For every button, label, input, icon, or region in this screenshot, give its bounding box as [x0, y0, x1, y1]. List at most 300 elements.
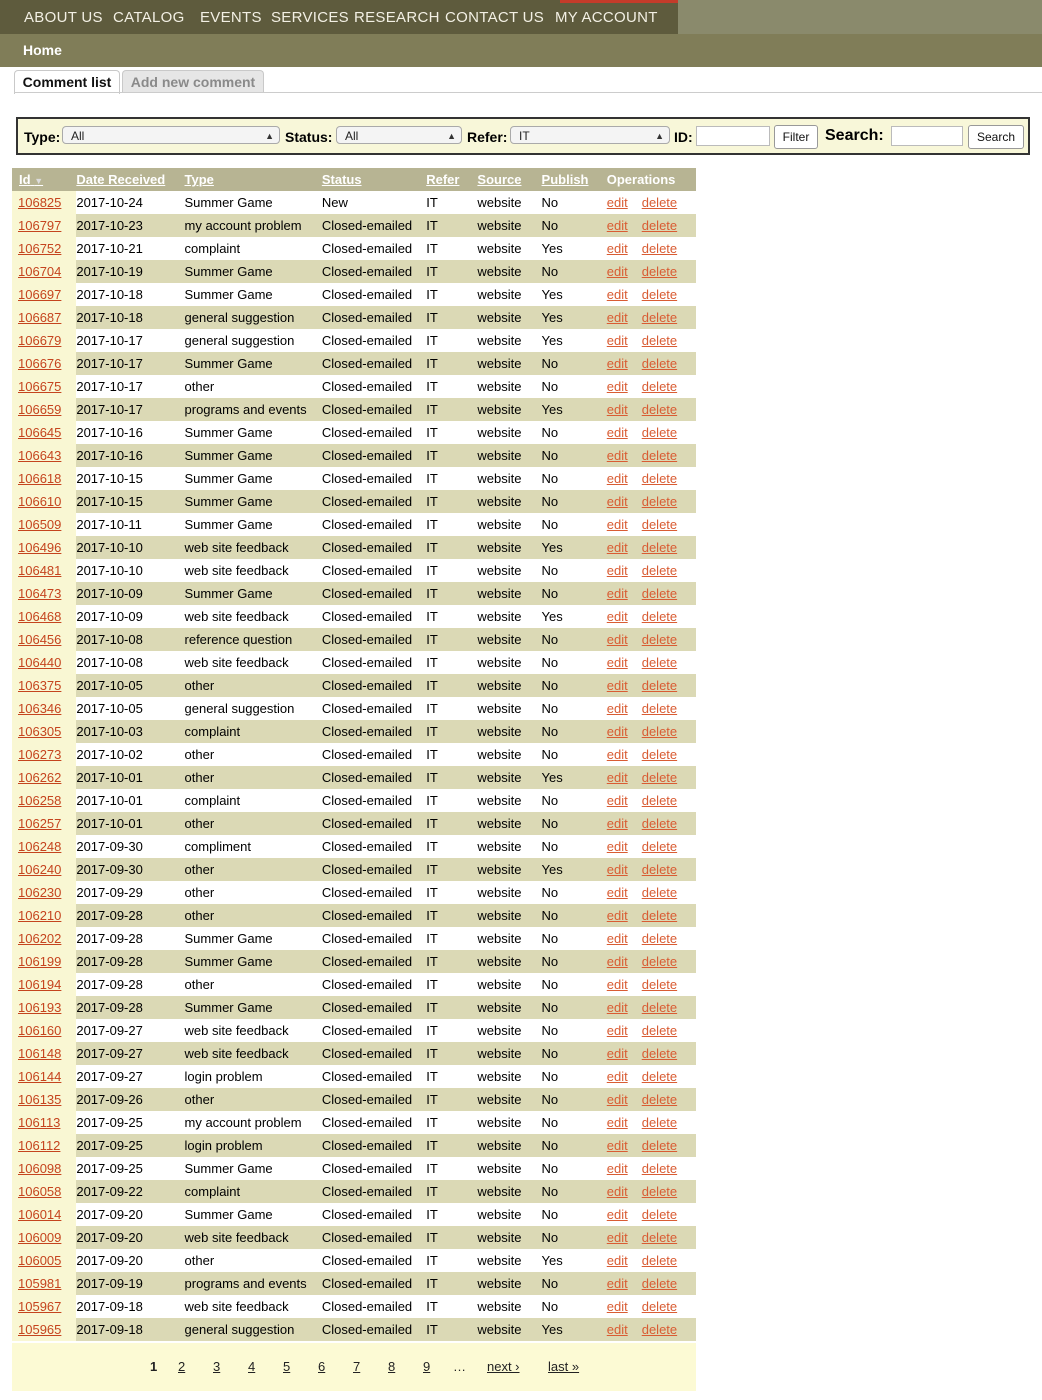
comment-id-link[interactable]: 106144: [18, 1069, 62, 1084]
cell-refer: IT: [426, 1019, 477, 1042]
cell-type: my account problem: [185, 1111, 322, 1134]
delete-link[interactable]: delete: [641, 402, 678, 417]
table-row: [12, 1019, 696, 1042]
comment-id-link[interactable]: 106305: [18, 724, 62, 739]
comment-id-link[interactable]: 106375: [18, 678, 62, 693]
search-label: Search:: [825, 127, 884, 144]
table-header-row: [12, 168, 696, 191]
comment-id-link[interactable]: 106496: [18, 540, 62, 555]
edit-link[interactable]: edit: [606, 448, 628, 463]
column-header-label: Id: [19, 172, 31, 187]
cell-publish: No: [542, 214, 607, 237]
cell-type: general suggestion: [185, 1318, 322, 1341]
edit-link[interactable]: edit: [606, 724, 628, 739]
comment-id-link[interactable]: 106440: [18, 655, 62, 670]
comment-id-link[interactable]: 106058: [18, 1184, 62, 1199]
cell-id: [12, 329, 76, 352]
type-select[interactable]: [62, 126, 280, 144]
edit-link[interactable]: edit: [606, 954, 628, 969]
comment-id-link[interactable]: 106257: [18, 816, 62, 831]
cell-publish: No: [542, 352, 607, 375]
cell-operations: [607, 352, 696, 375]
table-row: [12, 628, 696, 651]
comment-id-link[interactable]: 106240: [18, 862, 62, 877]
cell-date: 2017-10-24: [76, 191, 184, 214]
delete-link[interactable]: delete: [641, 655, 678, 670]
cell-publish: No: [542, 904, 607, 927]
cell-status: New: [322, 191, 426, 214]
cell-status: Closed-emailed: [322, 582, 426, 605]
comment-id-link[interactable]: 106113: [18, 1115, 61, 1130]
cell-publish: Yes: [542, 536, 607, 559]
cell-status: Closed-emailed: [322, 674, 426, 697]
nav-my-account[interactable]: MY ACCOUNT: [555, 9, 658, 26]
delete-link[interactable]: delete: [641, 632, 678, 647]
cell-publish: No: [542, 421, 607, 444]
comment-id-link[interactable]: 106456: [18, 632, 62, 647]
delete-link[interactable]: delete: [641, 1138, 678, 1153]
comment-id-link[interactable]: 105981: [18, 1276, 62, 1291]
table-row: [12, 835, 696, 858]
edit-link[interactable]: edit: [606, 1230, 628, 1245]
nav-about-us[interactable]: ABOUT US: [24, 9, 103, 26]
edit-link[interactable]: edit: [606, 356, 628, 371]
cell-operations: [607, 1134, 696, 1157]
cell-status: Closed-emailed: [322, 283, 426, 306]
column-header-status[interactable]: Status: [322, 168, 426, 191]
delete-link[interactable]: delete: [641, 1069, 678, 1084]
cell-refer: IT: [426, 835, 477, 858]
cell-date: 2017-10-09: [76, 582, 184, 605]
cell-refer: IT: [426, 1157, 477, 1180]
comment-id-link[interactable]: 106135: [18, 1092, 62, 1107]
cell-publish: No: [542, 628, 607, 651]
cell-publish: No: [542, 1065, 607, 1088]
filter-button[interactable]: Filter: [774, 125, 818, 149]
delete-link[interactable]: delete: [641, 1299, 678, 1314]
edit-link[interactable]: edit: [606, 701, 628, 716]
pager-page-link[interactable]: 4: [248, 1359, 256, 1374]
cell-refer: IT: [426, 1042, 477, 1065]
delete-link[interactable]: delete: [641, 1115, 678, 1130]
edit-link[interactable]: edit: [606, 1253, 628, 1268]
table-row: [12, 1295, 696, 1318]
cell-source: website: [477, 1318, 541, 1341]
column-header-date[interactable]: Date Received: [76, 168, 184, 191]
comment-id-link[interactable]: 106202: [18, 931, 62, 946]
delete-link[interactable]: delete: [641, 1207, 678, 1222]
delete-link[interactable]: delete: [641, 1023, 678, 1038]
cell-operations: [607, 329, 696, 352]
pager-page-link[interactable]: 2: [178, 1359, 186, 1374]
comment-id-link[interactable]: 105967: [18, 1299, 62, 1314]
comment-id-link[interactable]: 106009: [18, 1230, 62, 1245]
column-header-id[interactable]: [12, 168, 76, 191]
delete-link[interactable]: delete: [641, 701, 678, 716]
cell-operations: [607, 467, 696, 490]
edit-link[interactable]: edit: [606, 264, 628, 279]
delete-link[interactable]: delete: [641, 1046, 678, 1061]
cell-date: 2017-09-22: [76, 1180, 184, 1203]
sort-desc-icon: ▼: [34, 176, 44, 186]
table-row: [12, 1088, 696, 1111]
column-header-source[interactable]: Source: [477, 168, 541, 191]
delete-link[interactable]: delete: [641, 540, 678, 555]
comment-id-link[interactable]: 106248: [18, 839, 62, 854]
pager-page-link[interactable]: 5: [283, 1359, 291, 1374]
cell-refer: IT: [426, 927, 477, 950]
delete-link[interactable]: delete: [641, 241, 678, 256]
cell-operations: [607, 398, 696, 421]
comment-id-link[interactable]: 106346: [18, 701, 62, 716]
comment-id-link[interactable]: 106697: [18, 287, 62, 302]
comment-id-link[interactable]: 106014: [18, 1207, 62, 1222]
cell-status: Closed-emailed: [322, 858, 426, 881]
edit-link[interactable]: edit: [606, 333, 628, 348]
edit-link[interactable]: edit: [606, 471, 628, 486]
edit-link[interactable]: edit: [606, 609, 628, 624]
comment-id-link[interactable]: 106112: [18, 1138, 61, 1153]
edit-link[interactable]: edit: [606, 517, 628, 532]
edit-link[interactable]: edit: [606, 1276, 628, 1291]
cell-refer: IT: [426, 1088, 477, 1111]
cell-operations: [607, 444, 696, 467]
cell-operations: [607, 996, 696, 1019]
cell-operations: [607, 766, 696, 789]
delete-link[interactable]: delete: [641, 287, 678, 302]
delete-link[interactable]: delete: [641, 1092, 678, 1107]
cell-operations: [607, 789, 696, 812]
comment-id-link[interactable]: 106679: [18, 333, 62, 348]
edit-link[interactable]: edit: [606, 1299, 628, 1314]
delete-link[interactable]: delete: [641, 862, 678, 877]
edit-link[interactable]: edit: [606, 747, 628, 762]
comment-id-link[interactable]: 106194: [18, 977, 62, 992]
cell-id: [12, 1065, 76, 1088]
cell-refer: IT: [426, 766, 477, 789]
delete-link[interactable]: delete: [641, 1322, 678, 1337]
cell-refer: IT: [426, 1295, 477, 1318]
cell-date: 2017-10-19: [76, 260, 184, 283]
table-row: [12, 605, 696, 628]
comment-id-link[interactable]: 106797: [18, 218, 62, 233]
comment-id-link[interactable]: 106148: [18, 1046, 62, 1061]
cell-publish: No: [542, 559, 607, 582]
delete-link[interactable]: delete: [641, 609, 678, 624]
edit-link[interactable]: edit: [606, 1184, 628, 1199]
delete-link[interactable]: delete: [641, 448, 678, 463]
delete-link[interactable]: delete: [641, 264, 678, 279]
delete-link[interactable]: delete: [641, 1276, 678, 1291]
cell-id: [12, 605, 76, 628]
cell-publish: Yes: [542, 306, 607, 329]
edit-link[interactable]: edit: [606, 1115, 628, 1130]
edit-link[interactable]: edit: [606, 310, 628, 325]
cell-operations: [607, 835, 696, 858]
cell-publish: Yes: [542, 766, 607, 789]
edit-link[interactable]: edit: [606, 1023, 628, 1038]
cell-refer: IT: [426, 720, 477, 743]
cell-publish: No: [542, 582, 607, 605]
pager-page-link[interactable]: 3: [213, 1359, 221, 1374]
delete-link[interactable]: delete: [641, 724, 678, 739]
comment-id-link[interactable]: 106199: [18, 954, 62, 969]
cell-publish: No: [542, 651, 607, 674]
cell-source: website: [477, 1065, 541, 1088]
comment-id-link[interactable]: 106005: [18, 1253, 62, 1268]
edit-link[interactable]: edit: [606, 655, 628, 670]
edit-link[interactable]: edit: [606, 1138, 628, 1153]
delete-link[interactable]: delete: [641, 333, 678, 348]
delete-link[interactable]: delete: [641, 195, 678, 210]
delete-link[interactable]: delete: [641, 563, 678, 578]
edit-link[interactable]: edit: [606, 287, 628, 302]
edit-link[interactable]: edit: [606, 379, 628, 394]
cell-type: web site feedback: [185, 651, 322, 674]
cell-operations: [607, 536, 696, 559]
cell-date: 2017-10-18: [76, 283, 184, 306]
edit-link[interactable]: edit: [606, 195, 628, 210]
comment-id-link[interactable]: 106659: [18, 402, 62, 417]
delete-link[interactable]: delete: [641, 1230, 678, 1245]
cell-publish: No: [542, 697, 607, 720]
delete-link[interactable]: delete: [641, 356, 678, 371]
cell-refer: IT: [426, 283, 477, 306]
edit-link[interactable]: edit: [606, 770, 628, 785]
cell-refer: IT: [426, 582, 477, 605]
delete-link[interactable]: delete: [641, 908, 678, 923]
cell-status: Closed-emailed: [322, 904, 426, 927]
cell-operations: [607, 283, 696, 306]
id-input[interactable]: [696, 126, 770, 146]
delete-link[interactable]: delete: [641, 471, 678, 486]
cell-publish: Yes: [542, 237, 607, 260]
comment-id-link[interactable]: 106481: [18, 563, 62, 578]
edit-link[interactable]: edit: [606, 563, 628, 578]
pager-page-link[interactable]: 9: [423, 1359, 431, 1374]
search-button[interactable]: Search: [968, 125, 1024, 149]
edit-link[interactable]: edit: [606, 494, 628, 509]
cell-source: website: [477, 651, 541, 674]
edit-link[interactable]: edit: [606, 540, 628, 555]
delete-link[interactable]: delete: [641, 425, 678, 440]
edit-link[interactable]: edit: [606, 1207, 628, 1222]
comment-id-link[interactable]: 106610: [18, 494, 62, 509]
cell-type: complaint: [185, 720, 322, 743]
cell-refer: IT: [426, 950, 477, 973]
comment-id-link[interactable]: 106675: [18, 379, 62, 394]
cell-status: Closed-emailed: [322, 306, 426, 329]
edit-link[interactable]: edit: [606, 586, 628, 601]
cell-type: other: [185, 766, 322, 789]
delete-link[interactable]: delete: [641, 931, 678, 946]
cell-date: 2017-10-01: [76, 812, 184, 835]
edit-link[interactable]: edit: [606, 402, 628, 417]
delete-link[interactable]: delete: [641, 885, 678, 900]
comment-id-link[interactable]: 106825: [18, 195, 62, 210]
pager-page-link[interactable]: 6: [318, 1359, 326, 1374]
delete-link[interactable]: delete: [641, 379, 678, 394]
refer-select[interactable]: [510, 126, 670, 144]
comment-id-link[interactable]: 106509: [18, 517, 62, 532]
delete-link[interactable]: delete: [641, 770, 678, 785]
comment-id-link[interactable]: 106468: [18, 609, 62, 624]
delete-link[interactable]: delete: [641, 586, 678, 601]
edit-link[interactable]: edit: [606, 862, 628, 877]
cell-id: [12, 904, 76, 927]
edit-link[interactable]: edit: [606, 977, 628, 992]
cell-publish: Yes: [542, 283, 607, 306]
cell-operations: [607, 720, 696, 743]
comment-id-link[interactable]: 106098: [18, 1161, 62, 1176]
delete-link[interactable]: delete: [641, 1161, 678, 1176]
cell-date: 2017-09-30: [76, 835, 184, 858]
comment-id-link[interactable]: 106676: [18, 356, 62, 371]
comment-id-link[interactable]: 106210: [18, 908, 62, 923]
delete-link[interactable]: delete: [641, 218, 678, 233]
table-row: [12, 398, 696, 421]
nav-contact-us[interactable]: CONTACT US: [445, 9, 545, 26]
refer-select-value: IT: [519, 129, 530, 143]
status-select[interactable]: [336, 126, 462, 144]
cell-publish: No: [542, 375, 607, 398]
delete-link[interactable]: delete: [641, 977, 678, 992]
comment-id-link[interactable]: 106752: [18, 241, 62, 256]
pager-page-link[interactable]: 8: [388, 1359, 396, 1374]
delete-link[interactable]: delete: [641, 310, 678, 325]
delete-link[interactable]: delete: [641, 816, 678, 831]
delete-link[interactable]: delete: [641, 793, 678, 808]
cell-publish: No: [542, 1226, 607, 1249]
table-row: [12, 306, 696, 329]
edit-link[interactable]: edit: [606, 632, 628, 647]
edit-link[interactable]: edit: [606, 1092, 628, 1107]
table-row: [12, 375, 696, 398]
pager-last-link[interactable]: last »: [548, 1359, 580, 1374]
search-input[interactable]: [891, 126, 963, 146]
edit-link[interactable]: edit: [606, 1069, 628, 1084]
comment-id-link[interactable]: 106643: [18, 448, 62, 463]
delete-link[interactable]: delete: [641, 1184, 678, 1199]
comment-id-link[interactable]: 106262: [18, 770, 62, 785]
delete-link[interactable]: delete: [641, 678, 678, 693]
cell-refer: IT: [426, 352, 477, 375]
edit-link[interactable]: edit: [606, 816, 628, 831]
edit-link[interactable]: edit: [606, 241, 628, 256]
cell-source: website: [477, 444, 541, 467]
edit-link[interactable]: edit: [606, 425, 628, 440]
edit-link[interactable]: edit: [606, 1000, 628, 1015]
column-header-type[interactable]: Type: [185, 168, 322, 191]
cell-date: 2017-10-15: [76, 490, 184, 513]
cell-date: 2017-10-16: [76, 444, 184, 467]
cell-source: website: [477, 421, 541, 444]
cell-date: 2017-09-27: [76, 1065, 184, 1088]
breadcrumb-home-link[interactable]: Home: [23, 42, 62, 58]
table-row: [12, 421, 696, 444]
cell-type: Summer Game: [185, 260, 322, 283]
delete-link[interactable]: delete: [641, 954, 678, 969]
cell-type: login problem: [185, 1065, 322, 1088]
comment-id-link[interactable]: 106645: [18, 425, 62, 440]
delete-link[interactable]: delete: [641, 494, 678, 509]
cell-refer: IT: [426, 743, 477, 766]
comment-id-link[interactable]: 106230: [18, 885, 62, 900]
cell-refer: IT: [426, 1111, 477, 1134]
comment-id-link[interactable]: 106473: [18, 586, 62, 601]
edit-link[interactable]: edit: [606, 1046, 628, 1061]
cell-publish: No: [542, 881, 607, 904]
cell-id: [12, 835, 76, 858]
nav-research[interactable]: RESEARCH: [354, 9, 440, 26]
cell-type: Summer Game: [185, 1203, 322, 1226]
cell-source: website: [477, 214, 541, 237]
nav-catalog[interactable]: CATALOG: [113, 9, 185, 26]
cell-date: 2017-09-18: [76, 1318, 184, 1341]
comment-id-link[interactable]: 106258: [18, 793, 62, 808]
cell-id: [12, 375, 76, 398]
cell-date: 2017-10-17: [76, 352, 184, 375]
column-header-publish[interactable]: Publish: [542, 168, 607, 191]
tab-comment-list[interactable]: Comment list: [14, 70, 120, 94]
cell-date: 2017-10-10: [76, 559, 184, 582]
edit-link[interactable]: edit: [606, 218, 628, 233]
edit-link[interactable]: edit: [606, 1322, 628, 1337]
cell-source: website: [477, 237, 541, 260]
cell-type: other: [185, 881, 322, 904]
tab-add-new-comment[interactable]: Add new comment: [122, 70, 264, 93]
nav-events[interactable]: EVENTS: [200, 9, 262, 26]
edit-link[interactable]: edit: [606, 678, 628, 693]
cell-publish: No: [542, 1042, 607, 1065]
comment-id-link[interactable]: 106160: [18, 1023, 62, 1038]
column-header-refer[interactable]: Refer: [426, 168, 477, 191]
delete-link[interactable]: delete: [641, 517, 678, 532]
cell-source: website: [477, 1295, 541, 1318]
comment-id-link[interactable]: 106704: [18, 264, 62, 279]
delete-link[interactable]: delete: [641, 1253, 678, 1268]
comment-id-link[interactable]: 106618: [18, 471, 62, 486]
comment-id-link[interactable]: 106273: [18, 747, 62, 762]
delete-link[interactable]: delete: [641, 747, 678, 762]
delete-link[interactable]: delete: [641, 1000, 678, 1015]
edit-link[interactable]: edit: [606, 1161, 628, 1176]
cell-id: [12, 582, 76, 605]
edit-link[interactable]: edit: [606, 908, 628, 923]
edit-link[interactable]: edit: [606, 793, 628, 808]
cell-status: Closed-emailed: [322, 1318, 426, 1341]
cell-operations: [607, 973, 696, 996]
cell-id: [12, 927, 76, 950]
cell-id: [12, 743, 76, 766]
edit-link[interactable]: edit: [606, 839, 628, 854]
comment-id-link[interactable]: 105965: [18, 1322, 62, 1337]
cell-publish: No: [542, 467, 607, 490]
cell-type: other: [185, 973, 322, 996]
delete-link[interactable]: delete: [641, 839, 678, 854]
cell-refer: IT: [426, 490, 477, 513]
nav-services[interactable]: SERVICES: [271, 9, 349, 26]
cell-id: [12, 237, 76, 260]
cell-type: compliment: [185, 835, 322, 858]
edit-link[interactable]: edit: [606, 931, 628, 946]
comment-id-link[interactable]: 106687: [18, 310, 62, 325]
comment-id-link[interactable]: 106193: [18, 1000, 62, 1015]
pager-next-link[interactable]: next ›: [487, 1359, 520, 1374]
edit-link[interactable]: edit: [606, 885, 628, 900]
pager-page-link[interactable]: 7: [353, 1359, 361, 1374]
pager: [12, 1343, 696, 1391]
